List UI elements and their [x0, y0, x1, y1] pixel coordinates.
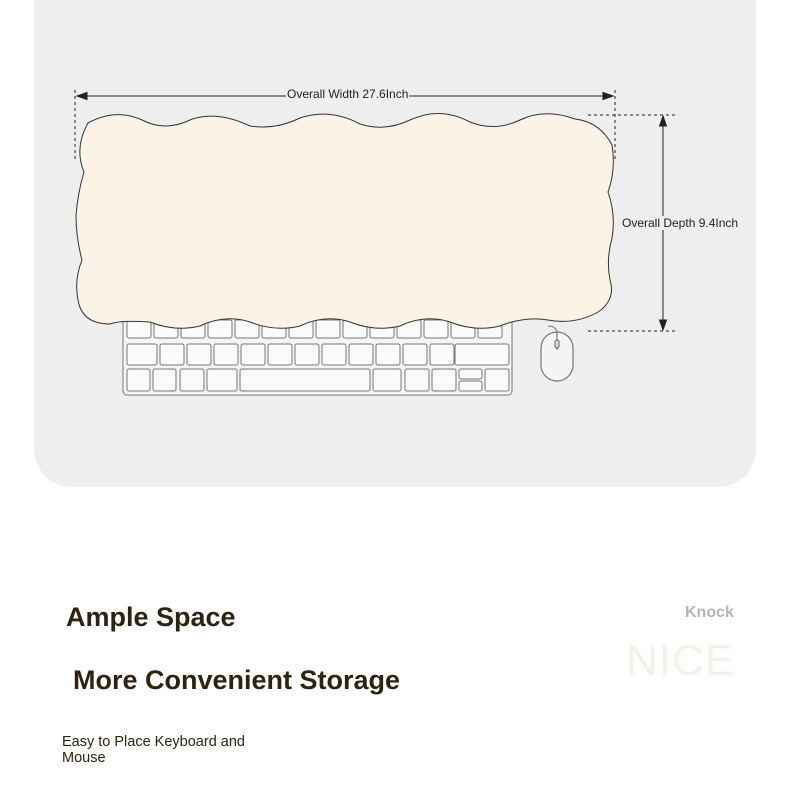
keyboard-key — [485, 369, 509, 391]
keyboard-key — [208, 320, 232, 338]
keyboard-key — [160, 344, 184, 365]
keyboard-key — [127, 369, 150, 391]
mouse-icon — [541, 332, 573, 381]
secondary-heading: More Convenient Storage — [73, 665, 401, 695]
keyboard-key — [430, 344, 454, 365]
keyboard-key — [241, 344, 265, 365]
brand-wordmark-small: Knock — [685, 604, 734, 621]
keyboard-key — [459, 369, 482, 379]
width-dimension-label: Overall Width 27.6Inch — [287, 87, 409, 101]
desk-mat-illustration — [76, 113, 613, 328]
keyboard-key — [316, 320, 340, 338]
keyboard-key — [432, 369, 456, 391]
brand-wordmark-large: NICE — [626, 636, 736, 685]
keyboard-key — [455, 344, 509, 365]
keyboard-key — [295, 344, 319, 365]
keyboard-key — [240, 369, 370, 391]
keyboard-key — [373, 369, 401, 391]
keyboard-key — [403, 344, 427, 365]
keyboard-key — [349, 344, 373, 365]
keyboard-key — [207, 369, 237, 391]
keyboard-key — [376, 344, 400, 365]
keyboard-key — [424, 320, 448, 338]
keyboard-key — [268, 344, 292, 365]
keyboard-key — [127, 320, 151, 338]
keyboard-key — [405, 369, 429, 391]
depth-dimension-label: Overall Depth 9.4Inch — [622, 216, 739, 230]
keyboard-key — [153, 369, 176, 391]
feature-description: Easy to Place Keyboard and Mouse — [62, 734, 245, 766]
keyboard-key — [459, 381, 482, 391]
keyboard-key — [187, 344, 211, 365]
keyboard-key — [322, 344, 346, 365]
keyboard-key — [214, 344, 238, 365]
keyboard-key — [180, 369, 204, 391]
keyboard-key — [127, 344, 157, 365]
primary-heading: Ample Space — [66, 602, 236, 632]
